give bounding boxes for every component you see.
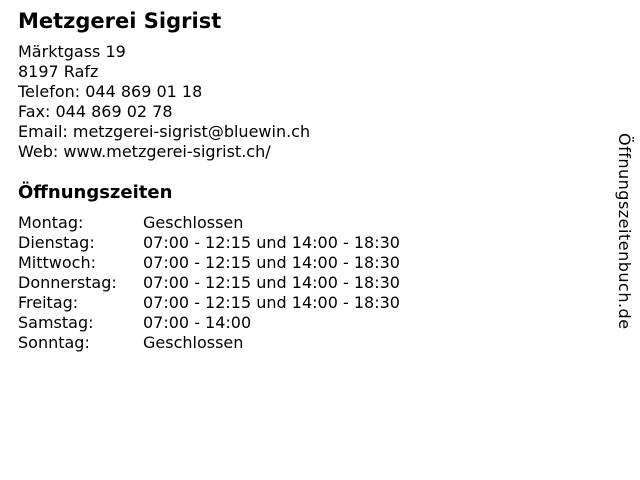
hours-value: 07:00 - 12:15 und 14:00 - 18:30 <box>143 233 400 252</box>
day-label: Freitag: <box>18 293 79 312</box>
email-line: Email: metzgerei-sigrist@bluewin.ch <box>18 122 311 141</box>
business-name-heading: Metzgerei Sigrist <box>18 9 222 33</box>
hours-value: 07:00 - 12:15 und 14:00 - 18:30 <box>143 253 400 272</box>
day-label: Sonntag: <box>18 333 90 352</box>
hours-row-sunday <box>18 333 640 353</box>
hours-value: 07:00 - 12:15 und 14:00 - 18:30 <box>143 293 400 312</box>
address-city: 8197 Rafz <box>18 62 99 81</box>
phone-line: Telefon: 044 869 01 18 <box>18 82 203 101</box>
hours-value: Geschlossen <box>143 333 244 352</box>
web-line: Web: www.metzgerei-sigrist.ch/ <box>18 142 271 161</box>
day-label: Dienstag: <box>18 233 95 252</box>
day-label: Montag: <box>18 213 84 232</box>
opening-hours-heading: Öffnungszeiten <box>18 182 173 203</box>
hours-value: 07:00 - 14:00 <box>143 313 252 332</box>
hours-row-wednesday <box>18 253 640 273</box>
hours-row-tuesday <box>18 233 640 253</box>
day-label: Mittwoch: <box>18 253 96 272</box>
fax-line: Fax: 044 869 02 78 <box>18 102 173 121</box>
contact-block <box>18 42 640 162</box>
opening-hours-table <box>18 213 640 353</box>
day-label: Donnerstag: <box>18 273 117 292</box>
site-watermark: Öffnungszeitenbuch.de <box>615 133 634 330</box>
address-street: Märktgass 19 <box>18 42 126 61</box>
hours-row-friday <box>18 293 640 313</box>
hours-row-monday <box>18 213 640 233</box>
hours-value: Geschlossen <box>143 213 244 232</box>
hours-row-saturday <box>18 313 640 333</box>
hours-value: 07:00 - 12:15 und 14:00 - 18:30 <box>143 273 400 292</box>
day-label: Samstag: <box>18 313 94 332</box>
hours-row-thursday <box>18 273 640 293</box>
